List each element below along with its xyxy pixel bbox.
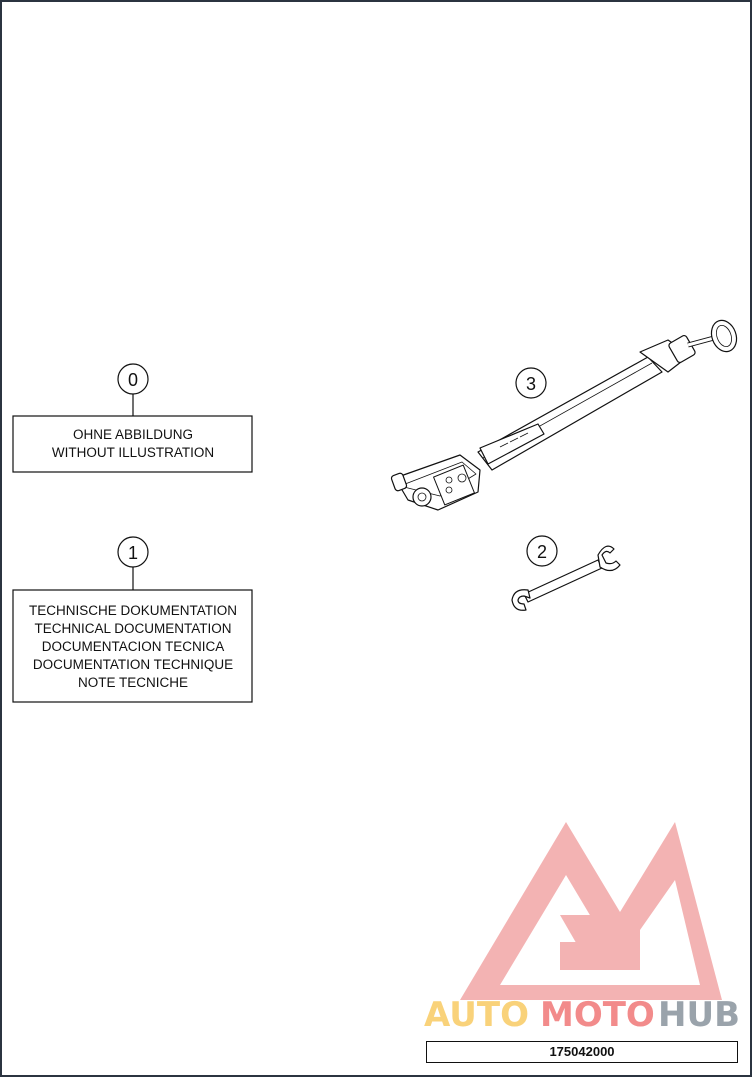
callout-0-number: 0 (127, 370, 139, 390)
callout-1-line-5: NOTE TECNICHE (77, 675, 189, 690)
watermark-part1: AUTO (424, 995, 529, 1035)
watermark-logo (460, 822, 722, 1000)
callout-0-box (13, 416, 252, 472)
watermark-part3: HUB (658, 995, 740, 1035)
torque-wrench-icon[interactable] (391, 317, 741, 510)
watermark-text (424, 995, 740, 1035)
drawing-number: 175042000 (426, 1041, 738, 1063)
callout-1-line-4: DOCUMENTATION TECHNIQUE (32, 657, 234, 672)
callout-0[interactable] (13, 364, 252, 472)
callout-1-line-2: TECHNICAL DOCUMENTATION (34, 621, 232, 636)
callout-2-number: 2 (536, 542, 548, 562)
callout-1-number: 1 (127, 543, 139, 563)
callout-0-line-1: OHNE ABBILDUNG (72, 427, 194, 442)
callout-1[interactable] (13, 537, 252, 702)
callout-0-line-2: WITHOUT ILLUSTRATION (51, 445, 215, 460)
callout-3[interactable] (516, 368, 546, 398)
callout-2[interactable] (527, 536, 557, 566)
callout-1-line-3: DOCUMENTACION TECNICA (41, 639, 225, 654)
callout-3-number: 3 (525, 374, 537, 394)
callout-1-line-1: TECHNISCHE DOKUMENTATION (28, 603, 238, 618)
watermark-part2: MOTO (540, 995, 655, 1035)
